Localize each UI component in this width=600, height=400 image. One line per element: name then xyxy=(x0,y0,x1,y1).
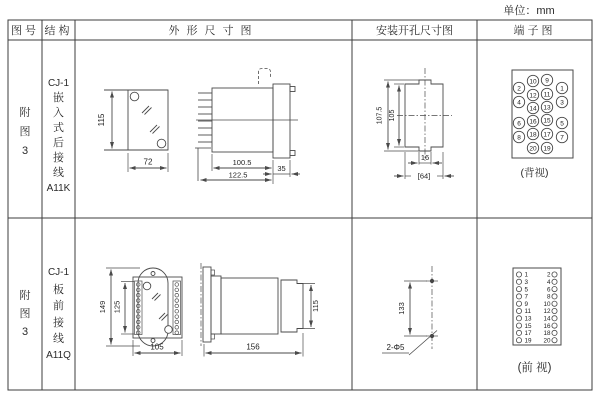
terminal-pin-number: 4 xyxy=(546,279,551,286)
r1-terminal-caption: (背视) xyxy=(520,167,549,179)
terminal-pins-front xyxy=(516,272,557,345)
terminal-pin-circle xyxy=(552,316,557,321)
terminal-pin-number: 15 xyxy=(524,322,532,330)
unit-label: 单位：mm xyxy=(503,5,555,17)
terminal-pin-circle xyxy=(552,272,557,277)
terminal-pin-circle xyxy=(516,294,521,299)
dim-total-length: 122.5 xyxy=(228,170,248,180)
terminal-pin-number: 18 xyxy=(529,131,537,139)
terminal-pin-circle xyxy=(516,308,521,313)
r2-outline-side-drawing xyxy=(201,263,320,357)
terminal-pin-number: 16 xyxy=(543,322,551,330)
terminal-pin-circle xyxy=(516,338,521,343)
dim-front-inner-height: 125 xyxy=(112,300,122,314)
terminal-pin-number: 8 xyxy=(517,134,521,142)
terminal-pin-circle xyxy=(516,301,521,306)
terminal-pin-circle xyxy=(516,279,521,284)
r1-outline-front-drawing xyxy=(97,90,168,172)
terminal-pin-number: 5 xyxy=(524,286,529,294)
terminal-pin-number: 18 xyxy=(543,330,551,338)
r1-cutout-drawing xyxy=(377,68,455,181)
terminal-pin-number: 13 xyxy=(543,104,551,112)
terminal-pin-circle xyxy=(552,301,557,306)
r1-outline-side-drawing xyxy=(195,69,300,185)
terminal-pin-number: 20 xyxy=(543,337,551,345)
terminal-pin-number: 7 xyxy=(524,293,529,301)
terminal-pin-circle xyxy=(516,287,521,292)
terminal-pin-number: 2 xyxy=(517,85,521,93)
glass-hatch-marks xyxy=(142,106,160,134)
terminal-pin-number: 6 xyxy=(517,120,521,128)
terminal-pin-number: 10 xyxy=(543,300,551,308)
terminal-pin-number: 11 xyxy=(524,308,532,316)
terminal-pin-number: 12 xyxy=(543,308,551,316)
header-mounting: 安装开孔尺寸图 xyxy=(376,25,453,37)
terminal-pin-circle xyxy=(552,287,557,292)
dim-cutout-width: [64] xyxy=(417,171,431,181)
terminal-pin-number: 20 xyxy=(529,145,537,153)
dim-flange-depth: 35 xyxy=(277,164,286,173)
terminal-pin-number: 11 xyxy=(543,91,551,99)
terminal-pin-circle xyxy=(516,316,521,321)
r2-fig-no: 附 图 3 xyxy=(19,290,31,338)
header-outline: 外形尺寸图 xyxy=(168,25,259,37)
header-structure: 结构 xyxy=(44,25,73,37)
dim-side-height: 115 xyxy=(311,300,320,312)
terminal-pin-circle xyxy=(552,330,557,335)
table-grid xyxy=(8,20,592,390)
terminal-pin-circle xyxy=(552,279,557,284)
terminal-pin-number: 17 xyxy=(543,131,551,139)
terminal-pin-number: 10 xyxy=(529,78,537,86)
terminal-pin-circle xyxy=(552,323,557,328)
terminal-pin-number: 7 xyxy=(560,134,564,142)
r1-fig-no: 附 图 3 xyxy=(19,107,31,157)
r2-terminal-caption: (前 视) xyxy=(517,362,552,374)
terminal-pin-number: 9 xyxy=(524,300,529,308)
dim-cutout-outer-height: 107.5 xyxy=(376,106,384,125)
terminal-pin-number: 6 xyxy=(546,286,551,294)
terminal-pin-number: 14 xyxy=(529,105,537,113)
terminal-pin-number: 17 xyxy=(524,330,532,338)
terminal-pin-number: 13 xyxy=(524,315,532,323)
mounting-hole-circle xyxy=(143,282,151,290)
terminal-pin-number: 19 xyxy=(524,337,532,345)
hole-spec-label: 2-Φ5 xyxy=(386,343,405,352)
terminal-pin-number: 1 xyxy=(524,271,529,279)
header-terminal: 端子图 xyxy=(513,25,556,37)
mounting-hole-circle xyxy=(157,139,166,148)
terminal-pin-number: 12 xyxy=(529,92,537,100)
latch-hook xyxy=(259,69,271,85)
terminal-pin-number: 4 xyxy=(517,99,521,107)
terminal-pin-number: 1 xyxy=(560,85,564,93)
r2-mounting-drawing xyxy=(382,266,438,355)
terminal-pin-circle xyxy=(516,272,521,277)
mounting-hole-circle xyxy=(130,92,139,101)
header-fig-no: 图号 xyxy=(11,25,39,37)
terminal-pin-number: 5 xyxy=(560,120,564,128)
terminal-pin-circle xyxy=(516,323,521,328)
terminal-pin-circle xyxy=(552,294,557,299)
terminal-pin-circle xyxy=(552,338,557,343)
terminal-pin-number: 19 xyxy=(543,145,551,153)
terminal-pin-number: 14 xyxy=(543,315,551,323)
terminal-pin-circle xyxy=(516,330,521,335)
dim-front-width: 105 xyxy=(150,342,164,352)
dim-front-height: 115 xyxy=(97,113,106,127)
r2-structure: CJ-1 板 前 接 线 A11Q xyxy=(46,267,71,361)
r2-outline-front-drawing xyxy=(98,268,182,356)
dim-notch-width: 16 xyxy=(420,153,430,162)
dim-side-length: 156 xyxy=(246,342,260,352)
terminal-pin-number: 16 xyxy=(529,118,537,126)
dim-front-outer-height: 149 xyxy=(98,300,107,314)
terminal-pin-number: 3 xyxy=(524,279,529,286)
terminal-pin-number: 2 xyxy=(546,271,551,279)
r1-structure: CJ-1 嵌 入 式 后 接 线 A11K xyxy=(46,78,71,194)
r2-terminal-diagram xyxy=(513,268,561,345)
r1-terminal-diagram xyxy=(512,70,573,158)
terminal-pin-circle xyxy=(552,308,557,313)
glass-hatch-marks xyxy=(152,293,168,321)
terminal-pin-number: 15 xyxy=(543,117,551,125)
dim-cutout-inner-height: 105 xyxy=(389,109,396,122)
terminal-pin-number: 9 xyxy=(545,77,549,85)
screw-hole xyxy=(151,272,155,276)
terminal-pin-lines xyxy=(198,93,212,142)
terminal-pin-number: 8 xyxy=(546,293,551,301)
terminal-strip-circles xyxy=(136,283,178,335)
mounting-hole-circle xyxy=(165,326,173,334)
dim-front-width: 72 xyxy=(143,157,153,167)
terminal-pin-number: 3 xyxy=(560,99,564,107)
dim-body-length: 100.5 xyxy=(232,158,252,167)
dim-hole-pitch: 133 xyxy=(397,302,406,315)
terminal-pins-rear xyxy=(513,74,567,153)
